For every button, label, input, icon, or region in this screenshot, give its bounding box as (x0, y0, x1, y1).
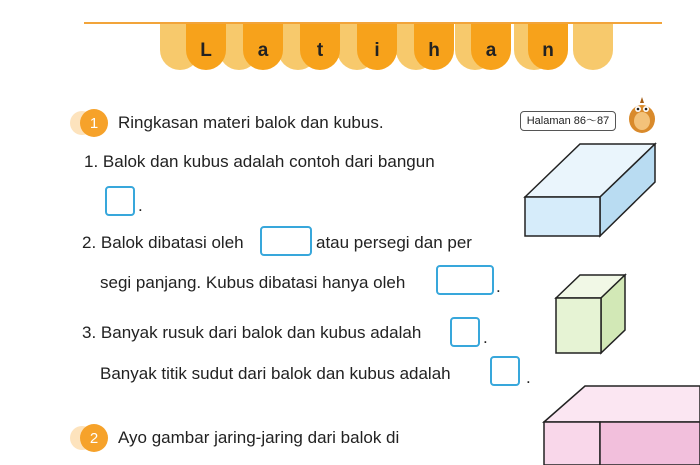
question-2-text-part2: atau persegi dan per (316, 233, 472, 252)
question-1-text: 1. Balok dan kubus adalah contoh dari bangun (84, 152, 435, 171)
q1-period: . (138, 196, 143, 215)
q3-period-1: . (483, 328, 488, 347)
section-1-title: Ringkasan materi balok dan kubus. (118, 113, 384, 132)
banner-letter: a (471, 24, 511, 70)
page-reference-badge: Halaman 86〜87 (520, 111, 616, 131)
question-2-text-part1: 2. Balok dibatasi oleh (82, 233, 244, 252)
banner-letter: h (414, 24, 454, 70)
question-2-text-part3: segi panjang. Kubus dibatasi hanya oleh (100, 273, 406, 292)
banner-letter: a (243, 24, 283, 70)
q2-period: . (496, 277, 501, 296)
banner-letter: t (300, 24, 340, 70)
section-number-2: 2 (80, 424, 108, 452)
cuboid-illustration (525, 144, 655, 236)
pink-cuboid-illustration (544, 386, 700, 465)
question-3-text-part1: 3. Banyak rusuk dari balok dan kubus adalah (82, 323, 422, 342)
section-number-1: 1 (80, 109, 108, 137)
section-2-title: Ayo gambar jaring-jaring dari balok di (118, 428, 400, 447)
banner-letter: n (528, 24, 568, 70)
q3-period-2: . (526, 368, 531, 387)
question-3-text-part2: Banyak titik sudut dari balok dan kubus adalah (100, 364, 451, 383)
cube-illustration (556, 275, 625, 353)
banner-letter: L (186, 24, 226, 70)
banner-letter: i (357, 24, 397, 70)
